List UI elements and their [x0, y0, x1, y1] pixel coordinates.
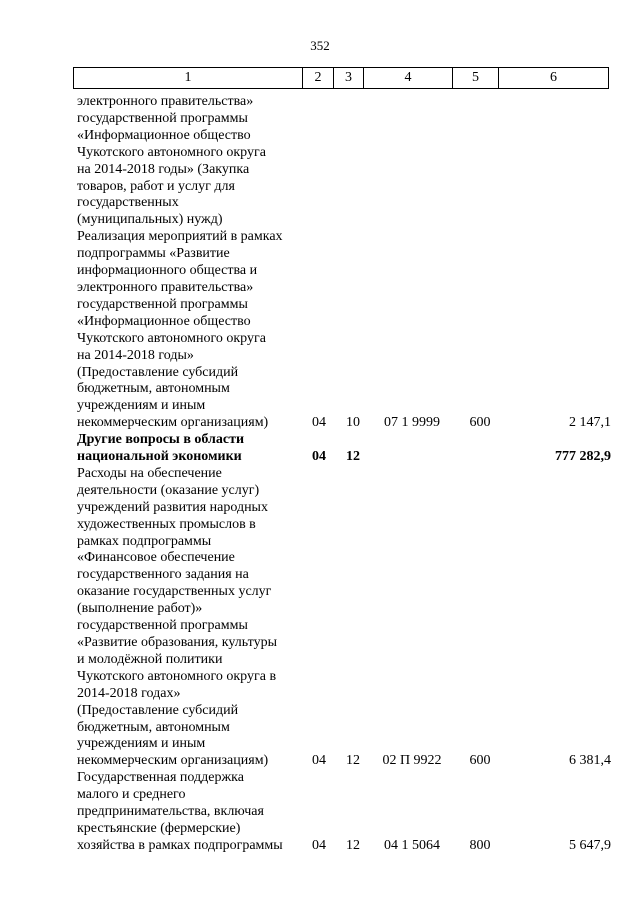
page-number: 352 [310, 38, 330, 53]
row-subsection: 12 [346, 837, 360, 853]
header-col-4: 4 [364, 68, 453, 88]
row-section: 04 [312, 753, 326, 769]
row-description: Расходы на обеспечение деятельности (оказание услуг) учреждений развития народных художественных промыслов в рамках подпрограммы «Финансовое обеспечение государственного задания на оказание государственных услуг (выполнение работ)» государственной программы «Развитие образования, культуры и молодёжной политики Чукотского автономного округа в 2014-2018 годах» (Предоставление субсидий бюджетным, автономным учреждениям и иным некоммерческим организациям) [77, 465, 277, 769]
header-col-3: 3 [334, 68, 364, 88]
row-section: 04 [312, 837, 326, 853]
header-col-6: 6 [550, 70, 557, 85]
table-row [77, 229, 617, 432]
header-col-1: 1 [74, 68, 303, 88]
row-amount: 777 282,9 [555, 449, 611, 465]
header-col-5: 5 [453, 68, 499, 88]
header-col-2: 2 [303, 68, 334, 88]
table-row [77, 94, 617, 229]
row-subsection: 10 [346, 415, 360, 431]
table-row [77, 466, 617, 770]
row-amount: 5 647,9 [569, 837, 611, 853]
row-description: Государственная поддержка малого и среднего предпринимательства, включая крестьянские (фермерские) хозяйства в рамках подпрограммы [77, 770, 283, 853]
row-amount: 6 381,4 [569, 753, 611, 769]
row-description: электронного правительства» государственной программы «Информационное общество Чукотского автономного округа на 2014-2018 годы» (Закупка товаров, работ и услуг для государственных (муниципальных) нужд) [77, 94, 266, 228]
row-target-code: 04 1 5064 [384, 837, 440, 853]
row-target-code: 07 1 9999 [384, 415, 440, 431]
table-header [73, 67, 609, 89]
row-target-code: 02 П 9922 [382, 753, 442, 769]
row-expense-type: 600 [469, 753, 491, 769]
row-amount: 2 147,1 [569, 415, 611, 431]
table-row [77, 770, 617, 855]
row-description: Реализация мероприятий в рамках подпрограммы «Развитие информационного общества и электронного правительства» государственной программы «Информационное общество Чукотского автономного округа на 2014-2018 годы» (Предоставление субсидий бюджетным, автономным учреждениям и иным некоммерческим организациям) [77, 229, 283, 431]
row-expense-type: 600 [469, 415, 491, 431]
row-description: Другие вопросы в области национальной экономики [77, 432, 245, 465]
row-subsection: 12 [346, 753, 360, 769]
row-subsection: 12 [346, 449, 360, 465]
table-row [77, 432, 617, 466]
row-section: 04 [312, 415, 326, 431]
row-section: 04 [312, 449, 326, 465]
row-expense-type: 800 [469, 837, 491, 853]
table-body [77, 94, 617, 855]
